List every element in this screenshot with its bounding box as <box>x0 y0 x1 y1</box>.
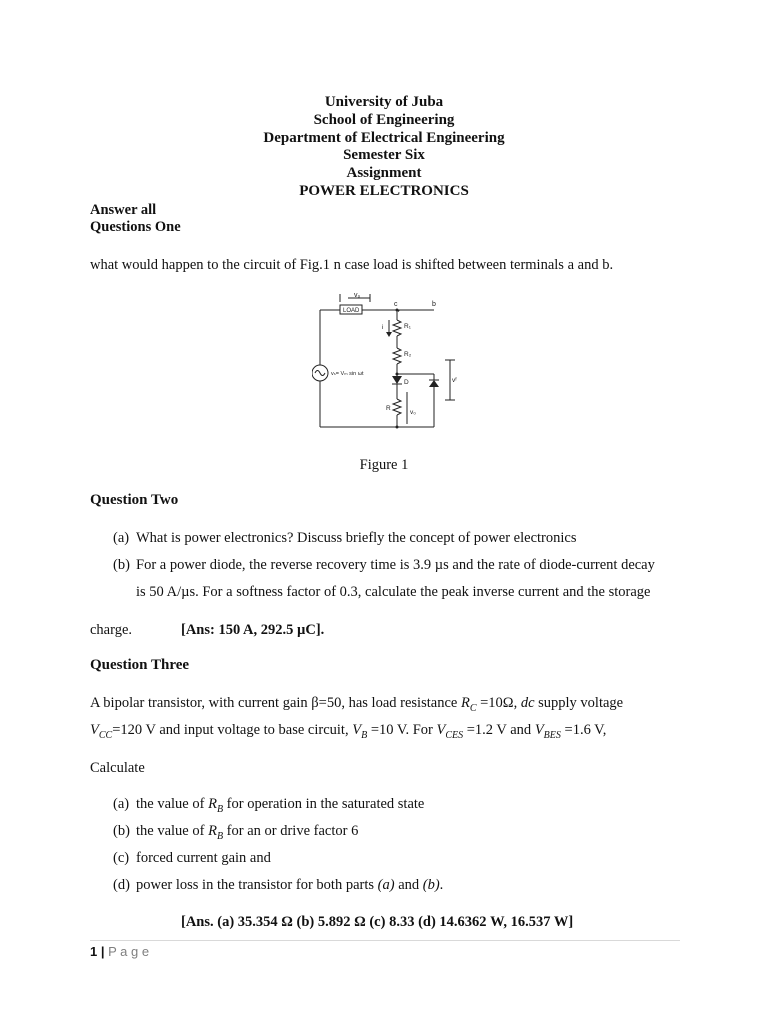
current-label: i <box>382 324 384 331</box>
q3-a-pre: the value of <box>136 796 209 812</box>
q3-c-text: forced current gain and <box>136 850 271 866</box>
terminal-b-label: b <box>432 301 436 308</box>
q2-b-text-2: is 50 A/µs. For a softness factor of 0.3, calculate the peak inverse current and the storage <box>136 584 651 600</box>
q3-p2-text: =120 V and input voltage to base circuit, <box>112 722 353 738</box>
vf-label: vᶠ <box>452 377 457 384</box>
var-v-b: V <box>352 722 362 738</box>
figure-caption: Figure 1 <box>359 457 409 473</box>
var-v-cc: V <box>90 722 99 738</box>
q2-b-label: (b) <box>113 557 130 573</box>
school-name: School of Engineering <box>313 112 455 128</box>
sub-cc: CC <box>98 729 113 741</box>
department-name: Department of Electrical Engineering <box>263 130 505 146</box>
sub-b: B <box>361 729 368 741</box>
q3-b-post: for an or drive factor 6 <box>223 823 359 839</box>
question-one-text: what would happen to the circuit of Fig.1 n case load is shifted between terminals a and b. <box>90 257 614 273</box>
q3-p1-tail: supply voltage <box>534 695 624 711</box>
page-footer <box>90 944 149 959</box>
sub-ces: CES <box>445 729 464 741</box>
var-r: R <box>460 695 470 711</box>
answer-all: Answer all <box>90 202 157 218</box>
q3-paragraph-line-1 <box>90 694 623 718</box>
university-name: University of Juba <box>324 94 444 110</box>
q3-paragraph-line-2 <box>90 721 606 745</box>
q3-a-label: (a) <box>113 796 130 812</box>
q3-d-label: (d) <box>113 877 130 893</box>
part-b-ref: (b) <box>422 877 440 893</box>
var-r-b: R <box>208 823 217 839</box>
r2-label: R₂ <box>404 351 412 358</box>
page-number: 1 <box>90 944 98 959</box>
q3-p1-text: A bipolar transistor, with current gain β=50, has load resistance <box>90 695 461 711</box>
question-three-heading: Question Three <box>90 657 190 673</box>
calculate-label: Calculate <box>90 760 145 776</box>
var-r-b: R <box>208 796 217 812</box>
diode-label: D <box>404 379 409 386</box>
q3-p2-text-3: =1.2 V and <box>463 722 535 738</box>
vo-top-label: v₀ <box>354 292 361 299</box>
q2-answer: [Ans: 150 A, 292.5 µC]. <box>181 622 325 638</box>
sub-c: C <box>469 702 477 714</box>
r1-label: R₁ <box>404 323 411 330</box>
source-label: vₛ= Vₘ sin ωt <box>331 371 364 377</box>
footer-separator: | <box>97 944 109 959</box>
q2-b-text-1: For a power diode, the reverse recovery time is 3.9 µs and the rate of diode-current decay <box>136 557 655 573</box>
var-v-bes: V <box>534 722 544 738</box>
q3-a-text <box>136 795 424 819</box>
load-label: LOAD <box>343 308 360 314</box>
course-title: POWER ELECTRONICS <box>299 183 469 199</box>
sub-b: B <box>216 830 224 842</box>
semester: Semester Six <box>343 147 425 163</box>
document-type: Assignment <box>346 165 422 181</box>
page-word: P a g e <box>108 944 150 959</box>
question-two-heading: Question Two <box>90 492 179 508</box>
questions-one-heading: Questions One <box>90 219 181 235</box>
q3-p2-text-2: =10 V. For <box>367 722 437 738</box>
q3-d-text <box>136 876 443 894</box>
q3-b-label: (b) <box>113 823 130 839</box>
figure-1-circuit <box>312 292 460 434</box>
footer-divider <box>90 940 680 941</box>
sub-bes: BES <box>543 729 561 741</box>
q2-a-label: (a) <box>113 530 130 546</box>
q3-c-label: (c) <box>113 850 130 866</box>
q3-answer: [Ans. (a) 35.354 Ω (b) 5.892 Ω (c) 8.33 (d) 14.6362 W, 16.537 W] <box>181 914 574 930</box>
q3-d-and: and <box>394 877 423 893</box>
q2-a-text: What is power electronics? Discuss briefly the concept of power electronics <box>136 530 577 546</box>
var-v-ces: V <box>436 722 446 738</box>
q3-b-text <box>136 822 358 846</box>
part-a-ref: (a) <box>377 877 395 893</box>
vo-bottom-label: v₀ <box>410 409 416 416</box>
q3-b-pre: the value of <box>136 823 209 839</box>
sub-b: B <box>216 803 224 815</box>
q2-b-text-3: charge. <box>90 622 132 638</box>
q3-p2-text-4: =1.6 V, <box>560 722 607 738</box>
dc-text: dc <box>520 695 535 711</box>
q3-p1-value: =10Ω, <box>476 695 521 711</box>
q3-d-pre: power loss in the transistor for both parts <box>136 877 378 893</box>
q3-a-post: for operation in the saturated state <box>223 796 425 812</box>
terminal-c-label: c <box>394 301 398 308</box>
q3-d-period: . <box>439 877 444 893</box>
r-label: R <box>386 405 391 412</box>
